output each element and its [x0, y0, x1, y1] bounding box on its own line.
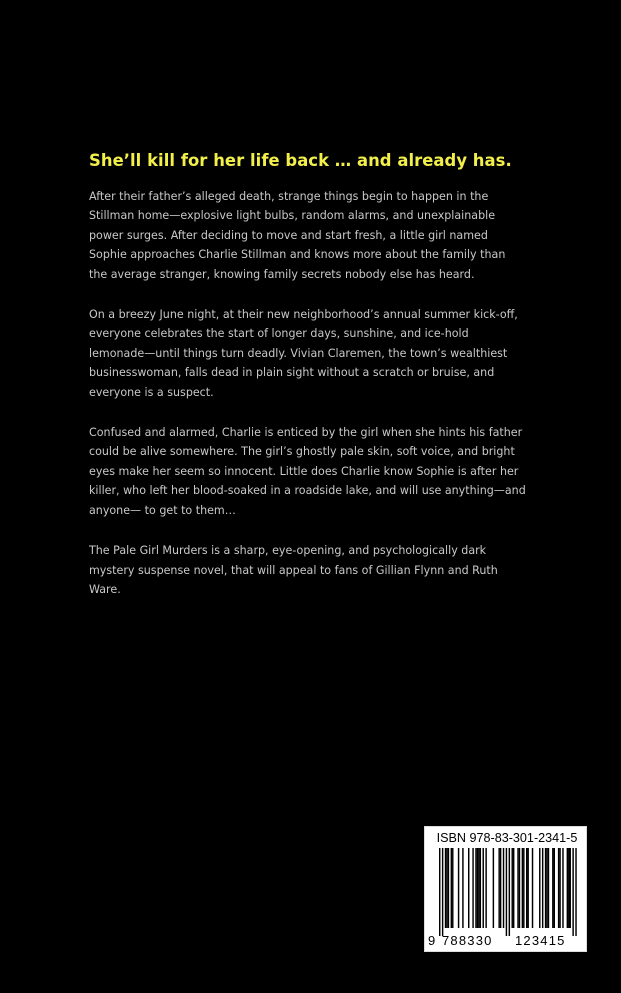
- barcode-bar: [559, 848, 560, 928]
- barcode-bar: [472, 848, 473, 928]
- barcode-bar: [475, 848, 476, 928]
- barcode-bar: [493, 848, 494, 928]
- barcode-bar: [462, 848, 463, 928]
- barcode-bar: [562, 848, 563, 928]
- barcode-bar: [532, 848, 533, 928]
- blurb-paragraph: The Pale Girl Murders is a sharp, eye-opening, and psychologically dark mystery suspense novel, that will appeal to fans of Gillian Flynn and Ruth Ware.: [89, 544, 498, 596]
- barcode-bar: [527, 848, 528, 928]
- tagline-headline: She’ll kill for her life back … and already has.: [89, 151, 512, 170]
- barcode-bar: [548, 848, 549, 928]
- barcode-bar: [545, 848, 546, 928]
- barcode-bar: [570, 848, 571, 928]
- blurb-paragraph: After their father’s alleged death, strange things begin to happen in the Stillman home—explosive light bulbs, random alarms, and unexplainable power surges. After deciding to move and start fresh, a little girl named Sophie approaches Charlie Stillman and knows more about the family than the average stranger, knowing family secrets nobody else has heard.: [89, 190, 506, 281]
- isbn-barcode: [424, 826, 587, 952]
- barcode-left-digits: 788330: [442, 933, 493, 948]
- barcode-bar: [517, 848, 518, 928]
- barcode-bar: [477, 848, 478, 928]
- barcode-guard-bar: [442, 848, 443, 936]
- barcode-bar: [554, 848, 555, 928]
- barcode-bar: [452, 848, 453, 928]
- barcode-bar: [542, 848, 543, 928]
- barcode-bar: [480, 848, 481, 928]
- barcode-bar: [512, 848, 513, 928]
- barcode-bar: [522, 848, 523, 928]
- barcode-bar: [567, 848, 568, 928]
- barcode-bar: [446, 848, 447, 928]
- barcode-bar: [546, 848, 547, 928]
- barcode-bar: [558, 848, 559, 928]
- barcode-bar: [448, 848, 449, 928]
- barcode-guard-bar: [572, 848, 573, 936]
- barcode-bar: [468, 848, 469, 928]
- barcode-bar: [503, 848, 504, 928]
- barcode-guard-bar: [575, 848, 576, 936]
- blurb-paragraph: Confused and alarmed, Charlie is enticed by the girl when she hints his father could be alive somewhere. The girl’s ghostly pale skin, soft voice, and bright eyes make her seem so innocent. Little does Charlie know Sophie is after her killer, who left her blood-soaked in a roadside lake, and will use anything—and anyone— to get to them…: [89, 426, 526, 517]
- barcode-bar: [526, 848, 527, 928]
- barcode-bar: [445, 848, 446, 928]
- barcode-bar: [539, 848, 540, 928]
- barcode-bar: [513, 848, 514, 928]
- barcode-bar: [519, 848, 520, 928]
- isbn-label: ISBN 978-83-301-2341-5: [436, 831, 578, 845]
- blurb-paragraph: On a breezy June night, at their new neighborhood’s annual summer kick-off, everyone celebrates the start of longer days, sunshine, and ice-hold lemonade—until things turn deadly. Vivian Claremen, the town’s wealthiest businesswoman, falls dead in plain sight without a scratch or bruise, and everyone is a suspect.: [89, 308, 518, 399]
- blurb-text: [89, 187, 527, 620]
- barcode-bar: [523, 848, 524, 928]
- barcode-bar: [451, 848, 452, 928]
- barcode-bar: [552, 848, 553, 928]
- barcode-first-digit: 9: [428, 933, 436, 948]
- barcode-guard-bar: [506, 848, 507, 936]
- barcode-bar: [568, 848, 569, 928]
- barcode-bar: [485, 848, 486, 928]
- barcode-bar: [498, 848, 499, 928]
- barcode-guard-bar: [439, 848, 440, 936]
- barcode-right-digits: 123415: [515, 933, 566, 948]
- barcode-bar: [478, 848, 479, 928]
- barcode-bar: [483, 848, 484, 928]
- barcode-bar: [500, 848, 501, 928]
- barcode-guard-bar: [509, 848, 510, 936]
- barcode-bar: [458, 848, 459, 928]
